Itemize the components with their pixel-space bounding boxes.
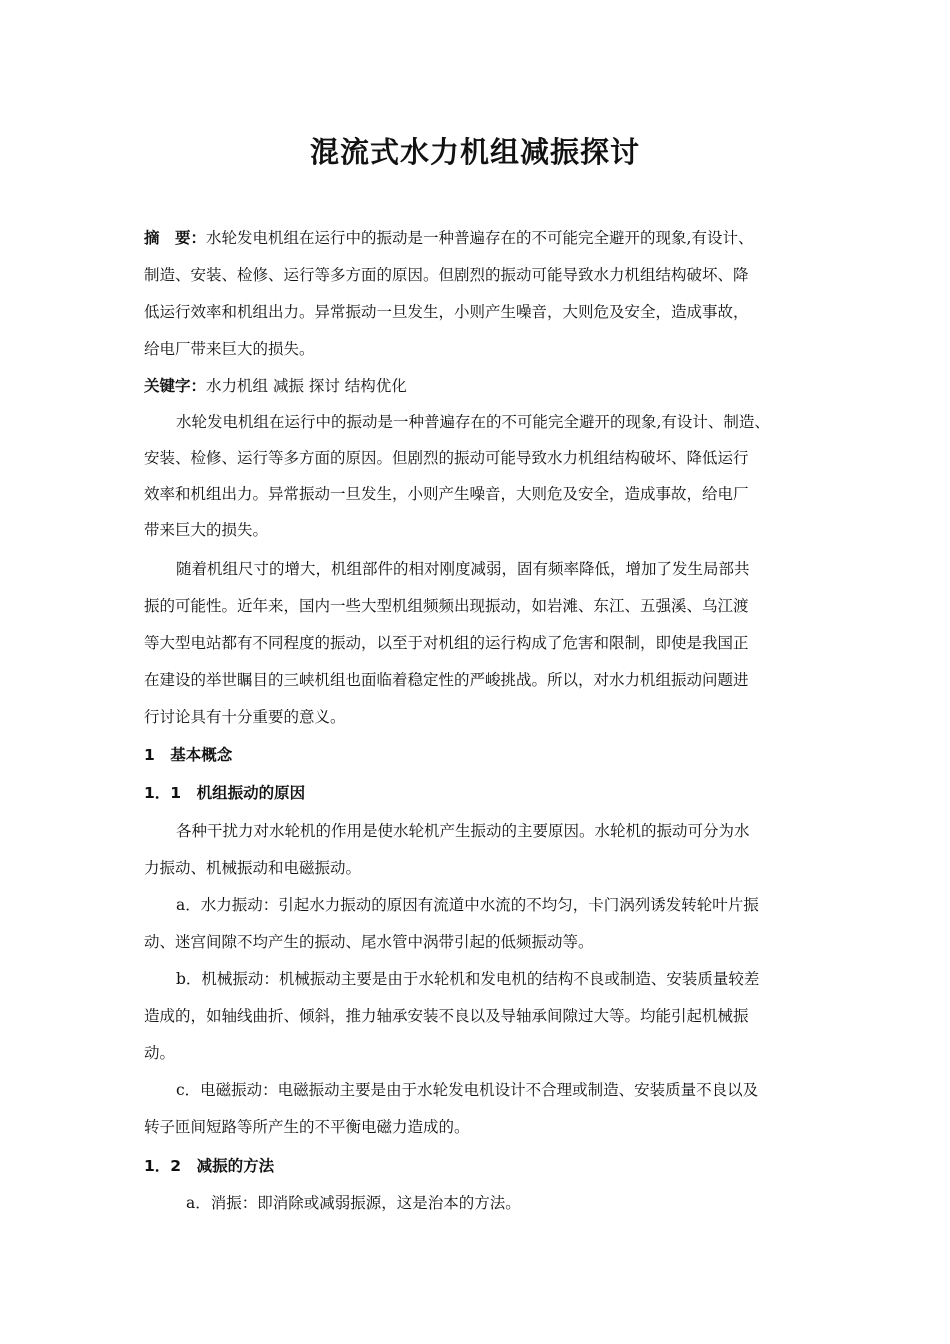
item-a-line-2: 动、迷宫间隙不均产生的振动、尾水管中涡带引起的低频振动等。 (144, 933, 594, 951)
keywords-text: 水力机组 减振 探讨 结构优化 (206, 377, 407, 395)
keywords-label: 关键字： (144, 377, 207, 395)
item-b-line-1: b．机械振动：机械振动主要是由于水轮机和发电机的结构不良或制造、安装质量较差 (176, 970, 760, 988)
para2-line-5: 行讨论具有十分重要的意义。 (144, 708, 346, 726)
para3-line-2: 力振动、机械振动和电磁振动。 (144, 859, 362, 877)
abstract-line-3: 低运行效率和机组出力。异常振动一旦发生，小则产生噪音，大则危及安全，造成事故， (144, 303, 749, 321)
section-1-1-heading: 1．1 机组振动的原因 (144, 784, 306, 802)
para2-line-2: 振的可能性。近年来，国内一些大型机组频频出现振动，如岩滩、东江、五强溪、乌江渡 (144, 597, 749, 615)
abstract-text: 水轮发电机组在运行中的振动是一种普遍存在的不可能完全避开的现象,有设计、 (206, 229, 754, 247)
intro-line-3: 效率和机组出力。异常振动一旦发生，小则产生噪音，大则危及安全，造成事故，给电厂 (144, 485, 749, 503)
document-title: 混流式水力机组减振探讨 (309, 135, 640, 169)
item-c-line-1: c．电磁振动：电磁振动主要是由于水轮发电机设计不合理或制造、安装质量不良以及 (176, 1081, 759, 1099)
abstract-label: 摘 要： (144, 229, 207, 247)
item-c-line-2: 转子匝间短路等所产生的不平衡电磁力造成的。 (144, 1118, 470, 1136)
abstract-line-1 (144, 228, 753, 248)
intro-line-1: 水轮发电机组在运行中的振动是一种普遍存在的不可能完全避开的现象,有设计、制造、 (176, 413, 770, 431)
item-a-line-1: a．水力振动：引起水力振动的原因有流道中水流的不均匀，卡门涡列诱发转轮叶片振 (176, 896, 759, 914)
section-1-2-heading: 1．2 减振的方法 (144, 1157, 275, 1175)
para2-line-3: 等大型电站都有不同程度的振动，以至于对机组的运行构成了危害和限制，即使是我国正 (144, 634, 749, 652)
para3-line-1: 各种干扰力对水轮机的作用是使水轮机产生振动的主要原因。水轮机的振动可分为水 (176, 822, 750, 840)
intro-line-4: 带来巨大的损失。 (144, 521, 269, 539)
para2-line-4: 在建设的举世瞩目的三峡机组也面临着稳定性的严峻挑战。所以，对水力机组振动问题进 (144, 671, 749, 689)
item-a2-line: a．消振：即消除或减弱振源，这是治本的方法。 (186, 1194, 521, 1212)
keywords-line (144, 376, 407, 396)
abstract-line-4: 给电厂带来巨大的损失。 (144, 340, 315, 358)
item-b-line-3: 动。 (144, 1044, 176, 1062)
abstract-line-2: 制造、安装、检修、运行等多方面的原因。但剧烈的振动可能导致水力机组结构破坏、降 (144, 266, 749, 284)
section-1-heading: 1 基本概念 (144, 746, 233, 764)
intro-line-2: 安装、检修、运行等多方面的原因。但剧烈的振动可能导致水力机组结构破坏、降低运行 (144, 449, 749, 467)
para2-line-1: 随着机组尺寸的增大，机组部件的相对刚度减弱，固有频率降低，增加了发生局部共 (176, 560, 750, 578)
item-b-line-2: 造成的，如轴线曲折、倾斜，推力轴承安装不良以及导轴承间隙过大等。均能引起机械振 (144, 1007, 749, 1025)
